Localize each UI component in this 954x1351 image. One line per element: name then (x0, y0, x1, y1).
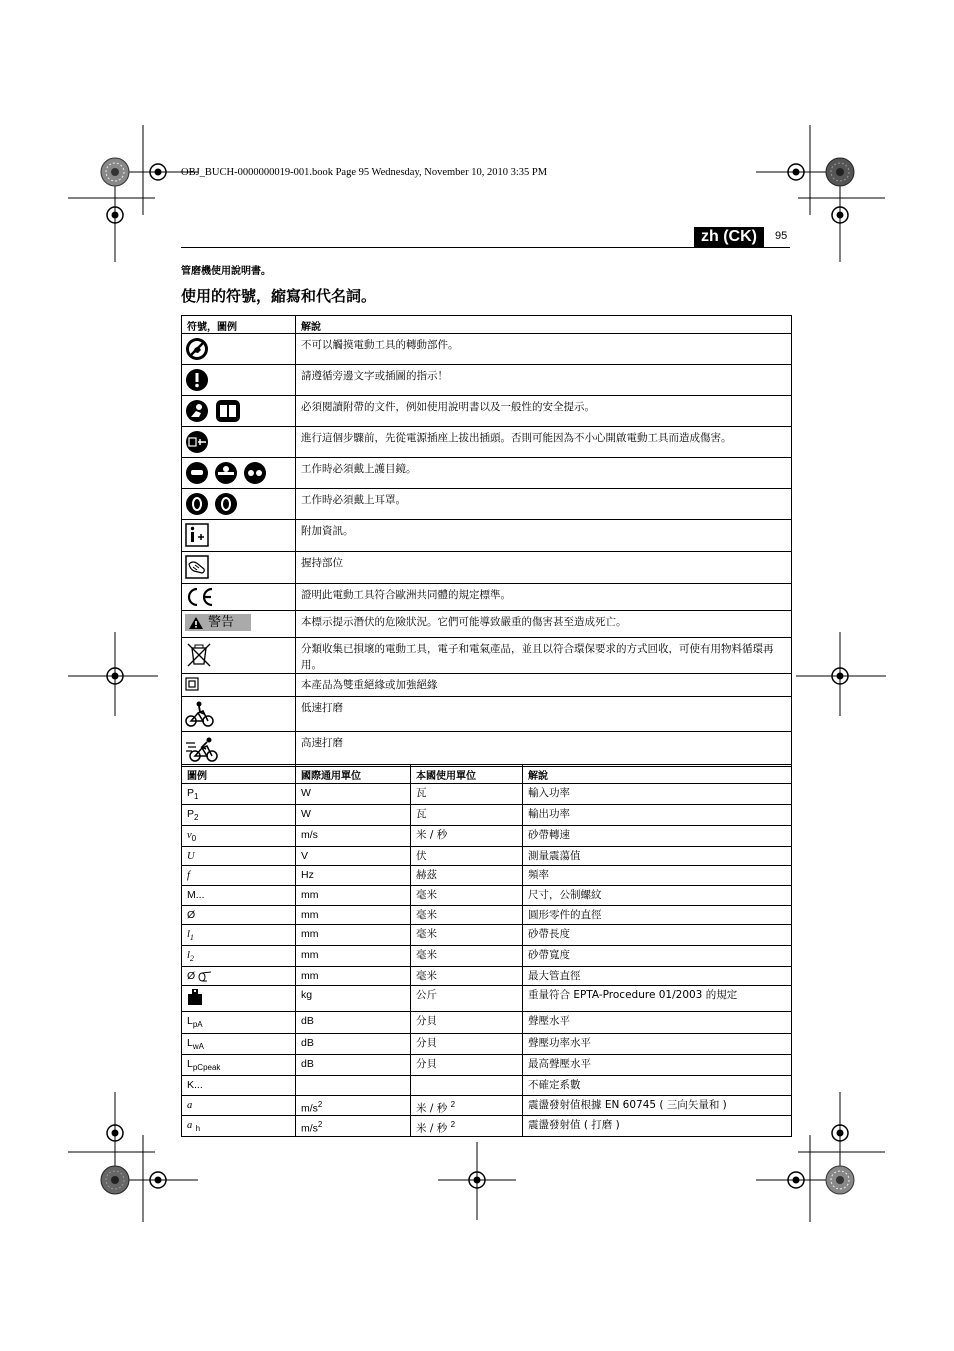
local-unit-cell: 分貝 (411, 1012, 523, 1033)
description-cell: 本產品為雙重絕緣或加強絕緣 (296, 673, 792, 696)
symbol-cell (182, 458, 296, 489)
local-unit-cell: 瓦 (411, 784, 523, 805)
document-subtitle: 管磨機使用說明書。 (181, 266, 271, 277)
description-cell: 請遵循旁邊文字或插圖的指示！ (296, 365, 792, 396)
table-row (182, 489, 792, 520)
legend-cell: $l_1$ (182, 925, 296, 946)
table-row (182, 847, 792, 866)
symbol-cell (182, 365, 296, 396)
file-info-line: OBJ_BUCH-0000000019-001.book Page 95 Wednesday, November 10, 2010 3:35 PM (181, 167, 548, 178)
description-cell: 低速打磨 (296, 696, 792, 731)
units-table (181, 764, 792, 1137)
local-unit-cell: 分貝 (411, 1033, 523, 1054)
symbol-cell (182, 520, 296, 552)
no-touch-rotating-parts-icon (185, 339, 209, 351)
description-cell: 本標示提示潛伏的危險狀況。它們可能導致嚴重的傷害甚至造成死亡。 (296, 611, 792, 638)
header-rule (181, 247, 790, 248)
column-header: 解說 (296, 316, 792, 334)
description-cell: 測量震蕩值 (523, 847, 792, 866)
warning-triangle-icon (189, 617, 203, 629)
description-cell: 砂帶寬度 (523, 946, 792, 967)
warning-badge (185, 614, 251, 631)
table-header-row (182, 765, 792, 784)
local-unit-cell: 瓦 (411, 805, 523, 826)
legend-cell: a (182, 1095, 296, 1116)
description-cell: 不可以觸摸電動工具的轉動部件。 (296, 334, 792, 365)
legend-cell: $L_{pA}$ (182, 1012, 296, 1033)
legend-cell: $L_{pCpeak}$ (182, 1054, 296, 1075)
read-manual-icons (185, 401, 241, 413)
column-header: 國際通用單位 (296, 765, 411, 784)
si-unit-cell: dB (296, 1054, 411, 1075)
symbol-cell (182, 731, 296, 766)
warning-badge-label: 警告 (208, 614, 235, 630)
table-row (182, 1054, 792, 1075)
symbol-cell (182, 489, 296, 520)
table-row (182, 1033, 792, 1054)
si-unit-cell: mm (296, 946, 411, 967)
table-header-row (182, 316, 792, 334)
local-unit-cell: 伏 (411, 847, 523, 866)
local-unit-cell (411, 1075, 523, 1095)
si-unit-cell (296, 1075, 411, 1095)
table-row (182, 886, 792, 906)
si-unit-cell: mm (296, 886, 411, 906)
description-cell: 證明此電動工具符合歐洲共同體的規定標準。 (296, 584, 792, 611)
legend-cell: K... (182, 1075, 296, 1095)
description-cell: 握持部位 (296, 552, 792, 584)
legend-cell: $L_{wA}$ (182, 1033, 296, 1054)
description-cell: 最大管直徑 (523, 967, 792, 986)
description-cell: 最高聲壓水平 (523, 1054, 792, 1075)
table-row (182, 673, 792, 696)
local-unit-cell: 毫米 (411, 906, 523, 925)
table-row (182, 696, 792, 731)
description-cell: 輸入功率 (523, 784, 792, 805)
column-header: 本國使用單位 (411, 765, 523, 784)
mandatory-action-icon (185, 370, 209, 382)
description-cell: 工作時必須戴上耳罩。 (296, 489, 792, 520)
si-unit-cell: mm (296, 906, 411, 925)
pipe-diameter-icon (198, 971, 212, 982)
table-row (182, 584, 792, 611)
local-unit-cell: 公斤 (411, 986, 523, 1012)
description-cell: 必須閱讀附帶的文件，例如使用說明書以及一般性的安全提示。 (296, 396, 792, 427)
legend-cell: $l_2$ (182, 946, 296, 967)
description-cell: 輸出功率 (523, 805, 792, 826)
si-unit-cell: m/s (296, 826, 411, 847)
symbol-cell (182, 611, 296, 638)
symbol-cell (182, 637, 296, 673)
symbol-cell (182, 334, 296, 365)
description-cell: 高速打磨 (296, 731, 792, 766)
table-row (182, 458, 792, 489)
ear-protection-icons (185, 494, 239, 506)
high-speed-icon (185, 737, 219, 749)
legend-cell: f (182, 866, 296, 886)
unplug-icon (185, 432, 209, 444)
symbol-cell (182, 696, 296, 731)
table-row (182, 1116, 792, 1137)
si-unit-cell: V (296, 847, 411, 866)
column-header: 符號，圖例 (182, 316, 296, 334)
legend-cell: a $_h$ (182, 1116, 296, 1137)
table-row (182, 784, 792, 805)
legend-cell: $P_1$ (182, 784, 296, 805)
symbol-cell (182, 552, 296, 584)
description-cell: 圓形零件的直徑 (523, 906, 792, 925)
table-row (182, 637, 792, 673)
table-row (182, 520, 792, 552)
table-row (182, 946, 792, 967)
legend-cell: M... (182, 886, 296, 906)
legend-cell: Ø (182, 967, 296, 986)
local-unit-cell: 毫米 (411, 886, 523, 906)
description-cell: 工作時必須戴上護目鏡。 (296, 458, 792, 489)
description-cell: 頻率 (523, 866, 792, 886)
si-unit-cell: mm (296, 967, 411, 986)
legend-cell: Ø (182, 906, 296, 925)
si-unit-cell: kg (296, 986, 411, 1012)
si-unit-cell: dB (296, 1033, 411, 1054)
description-cell: 砂帶轉速 (523, 826, 792, 847)
symbol-cell (182, 396, 296, 427)
ce-mark-icon (185, 589, 215, 601)
legend-cell: $P_2$ (182, 805, 296, 826)
description-cell: 砂帶長度 (523, 925, 792, 946)
si-unit-cell: $m/s^2$ (296, 1116, 411, 1137)
double-insulation-icon (185, 679, 199, 691)
table-row (182, 611, 792, 638)
language-badge: zh (CK) (694, 227, 764, 247)
symbol-cell (182, 673, 296, 696)
info-icon (185, 525, 209, 537)
table-row (182, 826, 792, 847)
si-unit-cell: dB (296, 1012, 411, 1033)
local-unit-cell: 毫米 (411, 946, 523, 967)
local-unit-cell: 赫茲 (411, 866, 523, 886)
description-cell: 聲壓水平 (523, 1012, 792, 1033)
grip-area-icon (185, 557, 209, 569)
table-row (182, 967, 792, 986)
symbol-cell (182, 584, 296, 611)
si-unit-cell: W (296, 784, 411, 805)
weee-bin-icon (185, 643, 213, 655)
legend-cell (182, 986, 296, 1012)
table-row (182, 925, 792, 946)
eye-protection-icons (185, 463, 267, 475)
table-row (182, 427, 792, 458)
description-cell: 重量符合 EPTA-Procedure 01/2003 的規定 (523, 986, 792, 1012)
description-cell: 附加資訊。 (296, 520, 792, 552)
table-row (182, 365, 792, 396)
table-row (182, 805, 792, 826)
section-title: 使用的符號，縮寫和代名詞。 (181, 287, 377, 305)
si-unit-cell: mm (296, 925, 411, 946)
column-header: 圖例 (182, 765, 296, 784)
local-unit-cell: 毫米 (411, 925, 523, 946)
table-row (182, 866, 792, 886)
table-row (182, 396, 792, 427)
table-row (182, 906, 792, 925)
table-row (182, 1095, 792, 1116)
legend-cell: $v_0$ (182, 826, 296, 847)
si-unit-cell: W (296, 805, 411, 826)
description-cell: 不確定系數 (523, 1075, 792, 1095)
table-row (182, 552, 792, 584)
table-row (182, 986, 792, 1012)
si-unit-cell: Hz (296, 866, 411, 886)
description-cell: 震盪發射值 ( 打磨 ) (523, 1116, 792, 1137)
column-header: 解說 (523, 765, 792, 784)
legend-cell: U (182, 847, 296, 866)
page-number: 95 (775, 230, 788, 242)
si-unit-cell: $m/s^2$ (296, 1095, 411, 1116)
table-row (182, 334, 792, 365)
local-unit-cell: 分貝 (411, 1054, 523, 1075)
description-cell: 聲壓功率水平 (523, 1033, 792, 1054)
local-unit-cell: 米 / 秒 $^2$ (411, 1095, 523, 1116)
table-row (182, 731, 792, 766)
table-row (182, 1075, 792, 1095)
local-unit-cell: 毫米 (411, 967, 523, 986)
weight-icon (187, 989, 203, 1001)
local-unit-cell: 米 / 秒 $^2$ (411, 1116, 523, 1137)
table-row (182, 1012, 792, 1033)
description-cell: 尺寸，公制螺紋 (523, 886, 792, 906)
description-cell: 分類收集已損壞的電動工具，電子和電氣產品，並且以符合環保要求的方式回收，可使有用物料循環再用。 (296, 637, 792, 673)
symbol-cell (182, 427, 296, 458)
low-speed-icon (185, 702, 215, 714)
description-cell: 進行這個步驟前，先從電源插座上拔出插頭。否則可能因為不小心開啟電動工具而造成傷害。 (296, 427, 792, 458)
description-cell: 震盪發射值根據 EN 60745 ( 三向矢量和 ) (523, 1095, 792, 1116)
symbols-table (181, 315, 792, 767)
local-unit-cell: 米 / 秒 (411, 826, 523, 847)
